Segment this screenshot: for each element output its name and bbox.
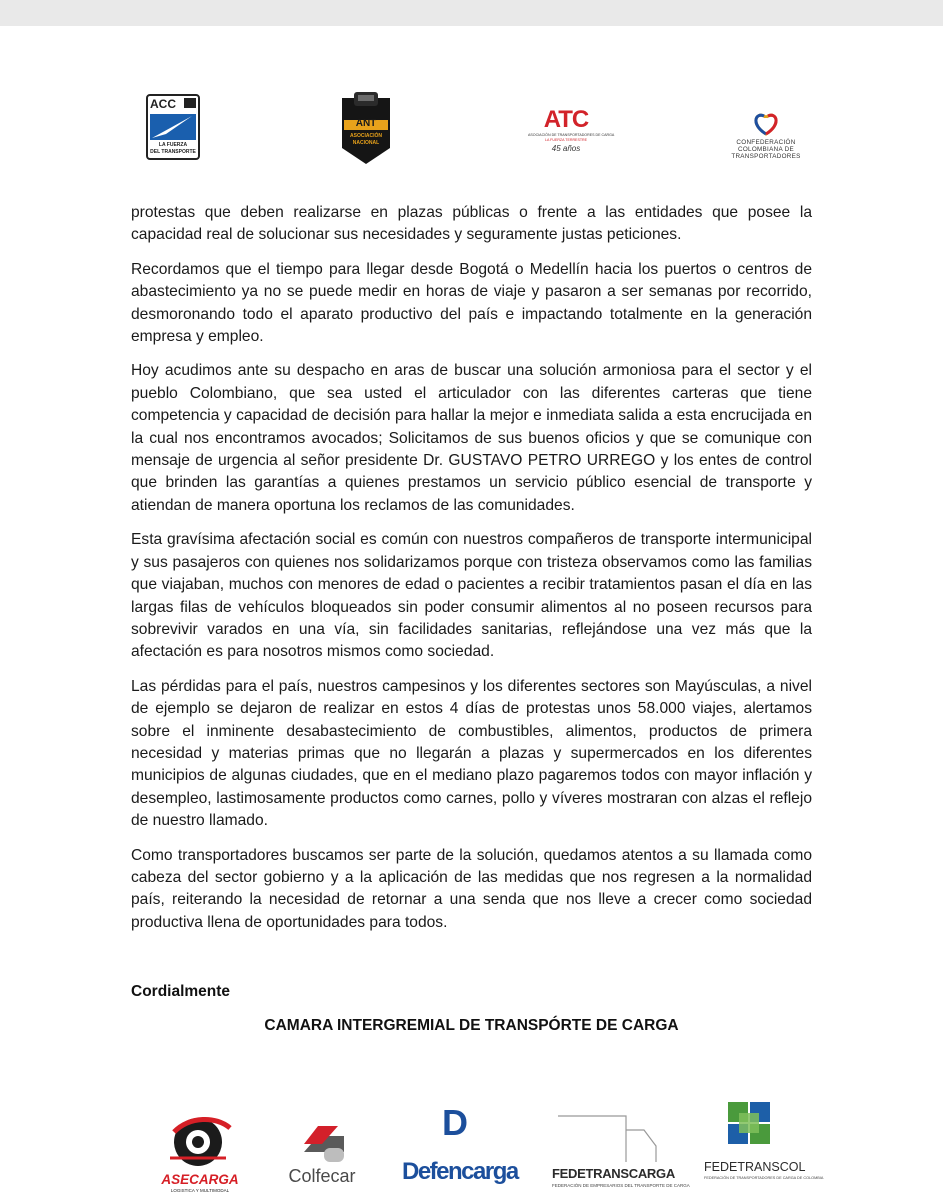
fedetranscol-tagline: FEDERACIÓN DE TRANSPORTADORES DE CARGA DE COLOMBIA	[704, 1176, 824, 1180]
cct-line-3: TRANSPORTADORES	[731, 153, 801, 160]
acc-tagline-2: DEL TRANSPORTE	[150, 149, 196, 155]
heart-icon	[726, 108, 806, 136]
atc-abbr: ATC	[543, 106, 589, 133]
letter-page	[0, 26, 943, 1200]
signature: CAMARA INTERGREMIAL DE TRANSPÓRTE DE CARGA	[264, 1017, 679, 1034]
cube-icon	[704, 1098, 798, 1158]
atc-logo	[528, 106, 615, 156]
acc-tagline-1: LA FUERZA	[158, 142, 188, 148]
colfecar-logo	[282, 1122, 362, 1186]
asecarga-name: ASECARGA	[161, 1172, 239, 1187]
fedetranscol-name: FEDETRANSCOL	[704, 1160, 806, 1174]
paragraph: protestas que deben realizarse en plazas públicas o frente a las entidades que posee la capacidad real de solucionar sus necesidades y seguramente justas peticiones.	[131, 204, 812, 244]
closing: Cordialmente	[131, 983, 231, 1000]
asecarga-logo	[160, 1110, 240, 1200]
ant-logo	[336, 90, 396, 166]
truck-outline-icon	[552, 1110, 662, 1164]
paragraph: Recordamos que el tiempo para llegar desde Bogotá o Medellín hacia los puertos o centros de abastecimiento ya no se puede medir en horas de viaje y pasaron a ser semanas por recorrido, desmoronando todo el aparato productivo del país e impactando totalmente en la generación empresa y empleo.	[131, 260, 812, 346]
asecarga-tagline: LOGISTICA Y MULTIMODAL	[170, 1188, 230, 1193]
ant-abbr: ANT	[355, 118, 377, 129]
tire-icon	[160, 1110, 240, 1170]
cct-line-1: CONFEDERACIÓN	[736, 139, 796, 146]
paragraph: Esta gravísima afectación social es común con nuestros compañeros de transporte intermunicipal y sus pasajeros con quienes nos solidarizamos porque con tristeza observamos como las familias que viajaban, muchos con menores de edad o pacientes a recibir tratamientos pasan el día en las largas filas de vehículos bloqueados sin poder consumir alimentos al no poseen recursos para sobrevivir varados en una vía, sin facilidades sanitarias, reflejándose una vez más que la afectación es para nosotros mismos como sociedad.	[131, 531, 812, 661]
footer-logos	[0, 1094, 943, 1200]
fedetranscol-logo	[704, 1098, 824, 1192]
paragraph: Las pérdidas para el país, nuestros campesinos y los diferentes sectores son Mayúsculas, a nivel de ejemplo se dejaron de realizar en estos 4 días de protestas unos 58.000 viajes, alertamos sobre el inminente desabastecimiento de combustibles, alimentos, productos de primera necesidad y materias primas que no llegarán a plazas y supermercados en los diferentes municipios de algunas ciudades, que en el mediano plazo pagaremos todos con mayor inflación y desempleo, lastimosamente productos como carnes, pollo y víveres mostraran con alzas el reflejo de nuestro llamado.	[131, 677, 812, 830]
atc-tagline-2: LA FUERZA TERRESTRE	[544, 138, 588, 142]
fedetranscarga-name: FEDETRANSCARGA	[552, 1166, 675, 1181]
ant-tagline-1: ASOCIACIÓN	[350, 133, 382, 139]
defencarga-logo	[402, 1102, 518, 1200]
colfecar-mark	[282, 1122, 362, 1166]
cct-logo	[726, 108, 806, 162]
atc-tagline-1: ASOCIACIÓN DE TRANSPORTADORES DE CARGA	[528, 133, 615, 137]
fedetranscarga-tagline: FEDERACIÓN DE EMPRESARIOS DEL TRANSPORTE DE CARGA	[552, 1183, 690, 1188]
fedetranscarga-logo	[552, 1110, 690, 1200]
letter-body	[131, 202, 812, 946]
header-logos	[0, 90, 943, 200]
cct-line-2: COLOMBIANA DE	[737, 146, 795, 153]
paragraph: Hoy acudimos ante su despacho en aras de buscar una solución armoniosa para el sector y el pueblo Colombiano, que sea usted el articulador con las diferentes carteras que tiene competencia y capacidad de decisión para hallar la mejor e inmediata salida a esta encrucijada en la cual nos encontramos avocados; Solicitamos de sus buenos oficios y que se comunique con mensaje de urgencia al señor presidente Dr. GUSTAVO PETRO URREGO y los entes de control que brinden las garantías a quienes prestamos un servicio público esencial de transporte y atiendan de manera oportuna los reclamos de las comunidades.	[131, 362, 812, 514]
acc-logo	[146, 94, 200, 160]
colfecar-name: Colfecar	[288, 1166, 356, 1186]
defencarga-letter: D	[442, 1102, 468, 1143]
acc-abbr: ACC	[150, 97, 176, 111]
ant-tagline-2: NACIONAL	[352, 140, 380, 146]
atc-tagline-3: 45 años	[551, 144, 581, 153]
paragraph: Como transportadores buscamos ser parte de la solución, quedamos atentos a su llamada como cabeza del sector gobierno y a la aplicación de las medidas que nos regresen a la normalidad país, reiterando la necesidad de retornar a una senda que nos lleve a crecer como sociedad productiva llena de oportunidades para todos.	[131, 846, 812, 931]
defencarga-name: Defencarga	[402, 1158, 518, 1185]
